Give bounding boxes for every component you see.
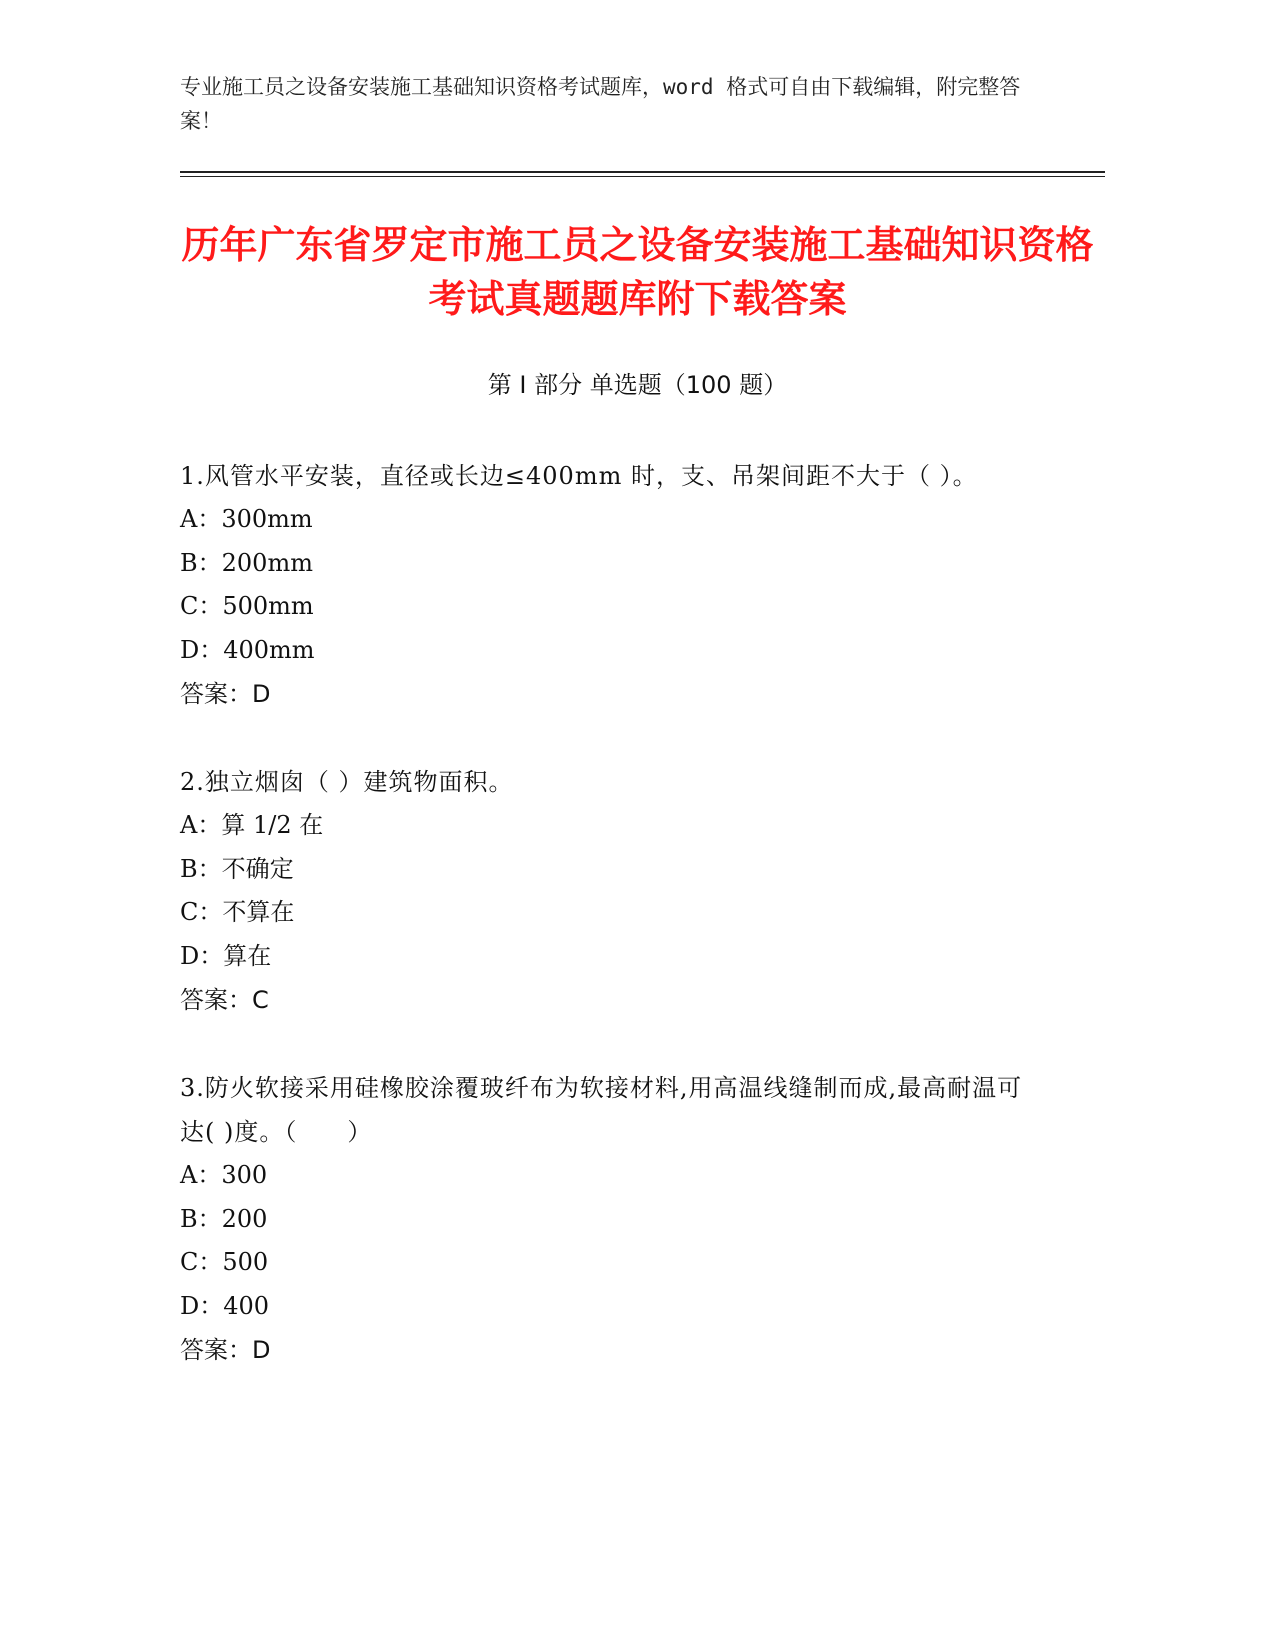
question-stem: 1.风管水平安装，直径或长边≤400mm 时，支、吊架间距不大于（ ）。 <box>180 462 978 490</box>
option-b: B：200mm <box>180 548 313 577</box>
answer: 答案：C <box>180 986 269 1014</box>
question-stem: 3.防火软接采用硅橡胶涂覆玻纤布为软接材料,用高温线缝制而成,最高耐温可达( )度。（ ） <box>180 1074 1023 1146</box>
question-3 <box>180 1066 1030 1372</box>
answer: 答案：D <box>180 1336 271 1364</box>
section-title: 第 I 部分 单选题（100 题） <box>487 371 788 399</box>
option-b: B：200 <box>180 1204 268 1233</box>
document-title: 历年广东省罗定市施工员之设备安装施工基础知识资格考试真题题库附下载答案 <box>181 223 1094 321</box>
option-c: C：不算在 <box>180 898 295 926</box>
option-c: C：500 <box>180 1248 269 1276</box>
option-a: A：算 1/2 在 <box>180 811 324 839</box>
question-2 <box>180 760 1030 1022</box>
option-d: D：400 <box>180 1291 270 1320</box>
header-divider-thick <box>180 171 1105 173</box>
option-b: B：不确定 <box>180 854 294 883</box>
option-d: D：400mm <box>180 635 315 664</box>
header-divider-thin <box>180 176 1105 177</box>
answer: 答案：D <box>180 680 271 708</box>
question-stem: 2.独立烟囱（ ）建筑物面积。 <box>180 768 514 796</box>
option-a: A：300mm <box>180 505 313 533</box>
question-list <box>180 454 1030 1416</box>
option-d: D：算在 <box>180 941 272 970</box>
question-1 <box>180 454 1030 716</box>
option-c: C：500mm <box>180 592 314 620</box>
header-note: 专业施工员之设备安装施工基础知识资格考试题库，word 格式可自由下载编辑，附完整答案！ <box>180 75 1021 133</box>
option-a: A：300 <box>180 1161 268 1189</box>
